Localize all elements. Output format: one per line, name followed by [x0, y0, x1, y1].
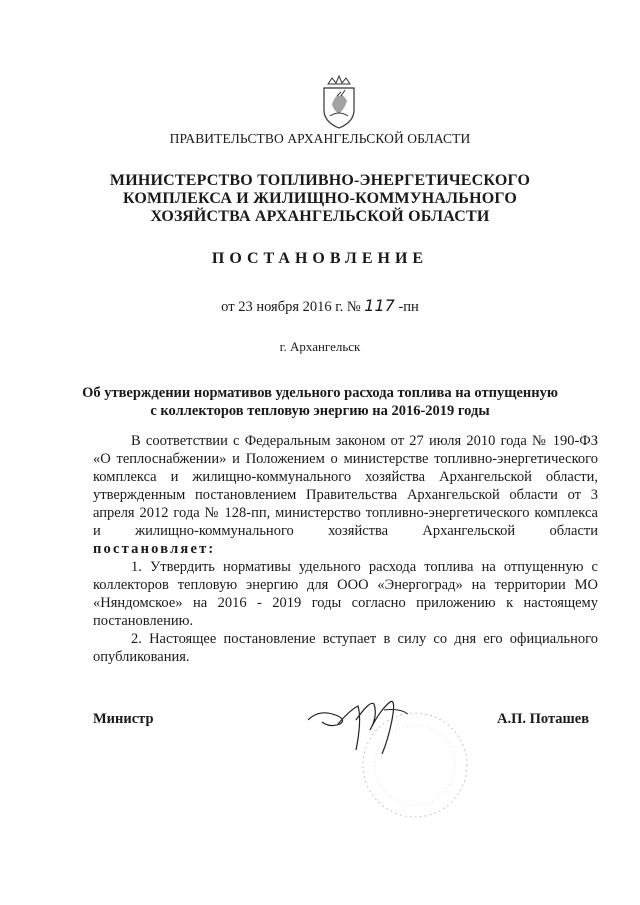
subject-line: Об утверждении нормативов удельного расхода топлива на отпущенную	[82, 385, 558, 401]
ministry-title	[0, 172, 640, 226]
document-body	[93, 432, 598, 666]
ministry-line: ХОЗЯЙСТВА АРХАНГЕЛЬСКОЙ ОБЛАСТИ	[150, 208, 490, 225]
item-2-paragraph: 2. Настоящее постановление вступает в силу со дня его официального опубликования.	[93, 631, 598, 665]
item-1-paragraph: 1. Утвердить нормативы удельного расхода топлива на отпущенную с коллекторов тепловую энергию для ООО «Энергоград» на территории МО «Няндомское» на 2016 - 2019 годы согласно приложению к настоящему постановлению.	[93, 559, 598, 629]
number-suffix: -пн	[398, 299, 419, 315]
document-date	[0, 296, 640, 316]
document-subject	[0, 384, 640, 420]
government-title: ПРАВИТЕЛЬСТВО АРХАНГЕЛЬСКОЙ ОБЛАСТИ	[169, 131, 471, 146]
preamble-text: В соответствии с Федеральным законом от 27 июля 2010 года № 190-ФЗ «О теплоснабжении» и Положением о министерстве топливно-энергетического комплекса и жилищно-коммунального хозяйства Архангельской области, утвержденным постановлением Правительства Архангельской области от 3 апреля 2012 года № 128-пп, министерство топливно-энергетического комплекса и жилищно-коммунального хозяйства Архангельской области	[93, 433, 598, 539]
coat-of-arms-icon	[318, 74, 360, 130]
signature-icon	[300, 680, 430, 760]
subject-line: с коллекторов тепловую энергию на 2016-2019 годы	[150, 403, 490, 419]
date-text: от 23 ноября 2016 г. №	[221, 299, 361, 315]
ministry-line: КОМПЛЕКСА И ЖИЛИЩНО-КОММУНАЛЬНОГО	[123, 190, 517, 207]
document-city: г. Архангельск	[279, 339, 361, 354]
signatory-name: А.П. Поташев	[497, 711, 590, 727]
signatory-title: Министр	[93, 711, 154, 727]
resolves-word: постановляет:	[93, 541, 216, 557]
document-type: ПОСТАНОВЛЕНИЕ	[211, 250, 429, 267]
ministry-line: МИНИСТЕРСТВО ТОПЛИВНО-ЭНЕРГЕТИЧЕСКОГО	[109, 172, 531, 189]
preamble-paragraph	[93, 432, 598, 558]
document-number: 117	[364, 296, 395, 315]
